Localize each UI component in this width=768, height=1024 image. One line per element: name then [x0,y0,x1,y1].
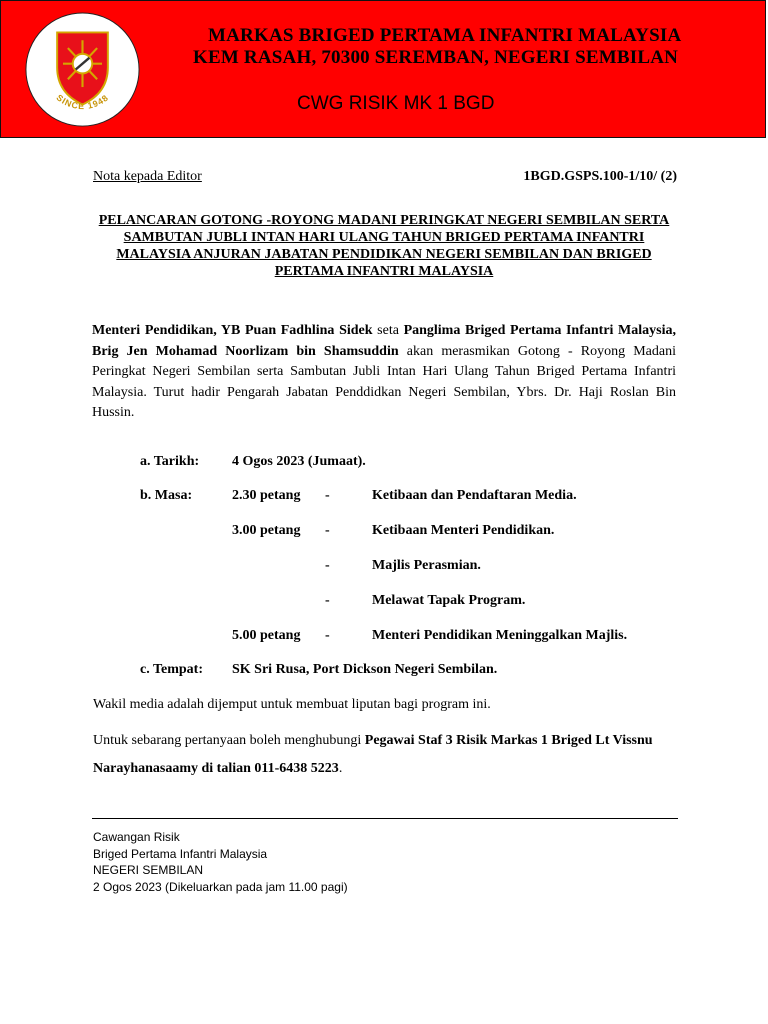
schedule-time: 2.30 petang [232,488,301,503]
brigade-crest-logo [24,11,141,128]
header-line2: KEM RASAH, 70300 SEREMBAN, NEGERI SEMBILAN [193,47,679,68]
nota-label: Nota kepada Editor [93,169,202,184]
schedule-event: Melawat Tapak Program. [372,593,526,608]
reference-number: 1BGD.GSPS.100-1/10/ (2) [523,169,677,184]
header-line1: MARKAS BRIGED PERTAMA INFANTRI MALAYSIA [208,25,682,46]
minister-name: Menteri Pendidikan, YB Puan Fadhlina Sidek [92,323,373,338]
intro-body: akan merasmikan Gotong - Royong Madani Peringkat Negeri Sembilan serta Sambutan Jubli Intan Hari Ulang Tahun Briged Pertama Infantri Malaysia. Turut hadir Pengarah Jabatan Penddidkan Negeri Sembilan, Ybrs. Dr. Haji Roslan Bin Hussin. [92,343,676,420]
schedule-dash: - [325,488,330,503]
tarikh-label: a. Tarikh: [140,454,200,469]
tarikh-value: 4 Ogos 2023 (Jumaat). [232,454,366,469]
schedule-event: Ketibaan Menteri Pendidikan. [372,523,555,538]
letterhead [0,0,766,138]
schedule-event: Menteri Pendidikan Meninggalkan Majlis. [372,628,628,643]
footer-line: Cawangan Risik [93,830,180,844]
document-title: PELANCARAN GOTONG -ROYONG MADANI PERINGKAT NEGERI SEMBILAN SERTA SAMBUTAN JUBLI INTAN HARI ULANG TAHUN BRIGED PERTAMA INFANTRI MALAYSIA ANJURAN JABATAN PENDIDIKAN NEGERI SEMBILAN DAN BRIGED PERTAMA INFANTRI MALAYSIA [98,213,670,279]
header-subtitle: CWG RISIK MK 1 BGD [297,93,495,114]
schedule-time: 5.00 petang [232,628,301,643]
schedule-event: Majlis Perasmian. [372,558,481,573]
contact-person: Pegawai Staf 3 Risik Markas 1 Briged Lt Vissnu Narayhanasaamy di talian 011-6438 5223 [93,733,653,776]
schedule-dash: - [325,628,330,643]
contact-intro: Untuk sebarang pertanyaan boleh menghubungi [93,733,365,748]
footer-line: Briged Pertama Infantri Malaysia [93,846,268,861]
schedule-dash: - [325,593,330,608]
footer-line: 2 Ogos 2023 (Dikeluarkan pada jam 11.00 pagi) [93,879,348,894]
schedule-time: 3.00 petang [232,523,301,538]
issuer-footer [93,829,348,895]
tempat-label: c. Tempat: [140,662,203,677]
contact-end: . [338,761,343,776]
schedule-dash: - [325,558,330,573]
crest-motto: SINCE 1948 [54,92,111,112]
footer-line: NEGERI SEMBILAN [93,863,204,877]
contact-paragraph [93,727,693,783]
intro-connector: seta [372,323,404,338]
media-invitation: Wakil media adalah dijemput untuk membuat liputan bagi program ini. [93,697,491,712]
masa-label: b. Masa: [140,488,193,503]
schedule-dash: - [325,523,330,538]
tempat-value: SK Sri Rusa, Port Dickson Negeri Sembilan. [232,662,498,677]
footer-divider [92,818,678,819]
intro-paragraph [92,321,676,424]
commander-name: Panglima Briged Pertama Infantri Malaysia, Brig Jen Mohamad Noorlizam bin Shamsuddin [92,323,676,359]
schedule-event: Ketibaan dan Pendaftaran Media. [372,488,577,503]
